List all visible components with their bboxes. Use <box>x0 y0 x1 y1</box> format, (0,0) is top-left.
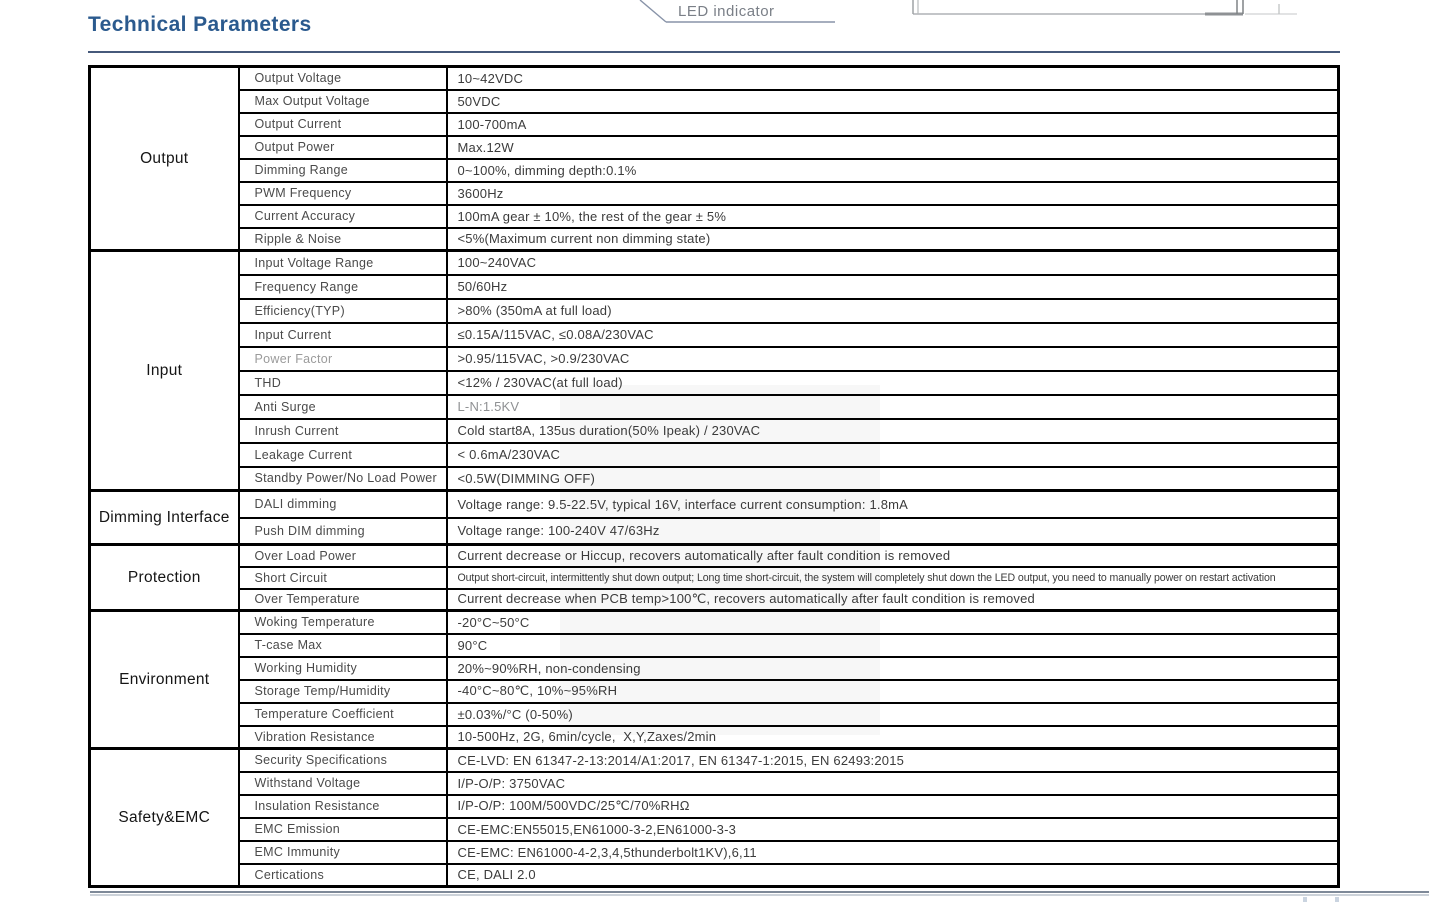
table-row <box>90 491 1339 518</box>
table-row <box>90 467 1339 491</box>
table-row <box>90 205 1339 228</box>
section-label: Output <box>90 67 239 251</box>
table-row <box>90 371 1339 395</box>
param-value: 3600Hz <box>447 182 1339 205</box>
param-label: Output Voltage <box>239 67 447 90</box>
table-row <box>90 419 1339 443</box>
product-outline-drawing <box>905 0 1305 26</box>
param-value: < 0.6mA/230VAC <box>447 443 1339 467</box>
table-row <box>90 228 1339 251</box>
table-row <box>90 749 1339 772</box>
tech-table-body <box>90 67 1339 887</box>
param-value: <5%(Maximum current non dimming state) <box>447 228 1339 251</box>
param-value: <12% / 230VAC(at full load) <box>447 371 1339 395</box>
param-value: CE-LVD: EN 61347-2-13:2014/A1:2017, EN 61347-1:2015, EN 62493:2015 <box>447 749 1339 772</box>
param-value: >80% (350mA at full load) <box>447 299 1339 323</box>
param-label: Working Humidity <box>239 657 447 680</box>
param-label: Dimming Range <box>239 159 447 182</box>
callout-leader-line <box>640 0 666 22</box>
param-label: PWM Frequency <box>239 182 447 205</box>
param-label: EMC Immunity <box>239 841 447 864</box>
param-value: I/P-O/P: 3750VAC <box>447 772 1339 795</box>
table-row <box>90 347 1339 371</box>
param-value: Cold start8A, 135us duration(50% Ipeak) / 230VAC <box>447 419 1339 443</box>
section-label: Input <box>90 251 239 491</box>
param-value: CE, DALI 2.0 <box>447 864 1339 887</box>
param-value: 50/60Hz <box>447 275 1339 299</box>
table-row <box>90 545 1339 567</box>
table-row <box>90 818 1339 841</box>
param-label: Input Voltage Range <box>239 251 447 275</box>
table-row <box>90 841 1339 864</box>
param-value: Current decrease or Hiccup, recovers automatically after fault condition is removed <box>447 545 1339 567</box>
table-row <box>90 159 1339 182</box>
table-row <box>90 275 1339 299</box>
param-label: Storage Temp/Humidity <box>239 680 447 703</box>
param-value: ±0.03%/°C (0-50%) <box>447 703 1339 726</box>
table-row <box>90 395 1339 419</box>
param-label: THD <box>239 371 447 395</box>
param-value: Voltage range: 9.5-22.5V, typical 16V, interface current consumption: 1.8mA <box>447 491 1339 518</box>
table-row <box>90 67 1339 90</box>
param-value: ≤0.15A/115VAC, ≤0.08A/230VAC <box>447 323 1339 347</box>
param-value: 50VDC <box>447 90 1339 113</box>
table-row <box>90 323 1339 347</box>
param-label: Push DIM dimming <box>239 518 447 545</box>
param-label: T-case Max <box>239 634 447 657</box>
param-value: >0.95/115VAC, >0.9/230VAC <box>447 347 1339 371</box>
param-label: Woking Temperature <box>239 611 447 634</box>
footer-cropped-text-mark <box>1303 897 1307 902</box>
param-label: Ripple & Noise <box>239 228 447 251</box>
led-indicator-label: LED indicator <box>678 3 775 20</box>
table-row <box>90 182 1339 205</box>
table-row <box>90 680 1339 703</box>
param-label: Security Specifications <box>239 749 447 772</box>
param-label: Output Power <box>239 136 447 159</box>
param-label: DALI dimming <box>239 491 447 518</box>
table-row <box>90 136 1339 159</box>
param-label: Over Load Power <box>239 545 447 567</box>
table-row <box>90 772 1339 795</box>
param-value: 0~100%, dimming depth:0.1% <box>447 159 1339 182</box>
param-label: Input Current <box>239 323 447 347</box>
param-value: I/P-O/P: 100M/500VDC/25℃/70%RHΩ <box>447 795 1339 818</box>
table-row <box>90 251 1339 275</box>
param-value: 90°C <box>447 634 1339 657</box>
param-value: L-N:1.5KV <box>447 395 1339 419</box>
param-value: Output short-circuit, intermittently shut down output; Long time short-circuit, the system will completely shut down the LED output, you need to manually power on restart activation <box>447 567 1339 589</box>
param-label: Standby Power/No Load Power <box>239 467 447 491</box>
table-row <box>90 90 1339 113</box>
table-row <box>90 657 1339 680</box>
table-row <box>90 113 1339 136</box>
param-label: Short Circuit <box>239 567 447 589</box>
table-row <box>90 864 1339 887</box>
title-rule <box>88 51 1340 53</box>
page-title: Technical Parameters <box>88 13 312 36</box>
param-label: Vibration Resistance <box>239 726 447 749</box>
section-label: Environment <box>90 611 239 749</box>
param-label: Power Factor <box>239 347 447 371</box>
param-value: 10~42VDC <box>447 67 1339 90</box>
param-label: Current Accuracy <box>239 205 447 228</box>
technical-parameters-table <box>88 65 1340 888</box>
param-label: Inrush Current <box>239 419 447 443</box>
param-value: CE-EMC:EN55015,EN61000-3-2,EN61000-3-3 <box>447 818 1339 841</box>
table-row <box>90 726 1339 749</box>
footer-rule <box>90 891 1429 896</box>
param-label: Frequency Range <box>239 275 447 299</box>
table-row <box>90 703 1339 726</box>
param-label: Insulation Resistance <box>239 795 447 818</box>
table-row <box>90 795 1339 818</box>
table-row <box>90 589 1339 611</box>
param-value: 100-700mA <box>447 113 1339 136</box>
table-row <box>90 611 1339 634</box>
param-value: Max.12W <box>447 136 1339 159</box>
param-value: Voltage range: 100-240V 47/63Hz <box>447 518 1339 545</box>
table-row <box>90 518 1339 545</box>
param-label: Efficiency(TYP) <box>239 299 447 323</box>
param-value: <0.5W(DIMMING OFF) <box>447 467 1339 491</box>
section-label: Safety&EMC <box>90 749 239 887</box>
param-label: Leakage Current <box>239 443 447 467</box>
table-row <box>90 634 1339 657</box>
footer-cropped-text-mark <box>1335 897 1339 902</box>
param-value: CE-EMC: EN61000-4-2,3,4,5thunderbolt1KV),6,11 <box>447 841 1339 864</box>
param-label: Anti Surge <box>239 395 447 419</box>
table-row <box>90 567 1339 589</box>
table-row <box>90 299 1339 323</box>
param-value: -20°C~50°C <box>447 611 1339 634</box>
param-value: Current decrease when PCB temp>100℃, recovers automatically after fault condition is removed <box>447 589 1339 611</box>
table-row <box>90 443 1339 467</box>
param-label: Withstand Voltage <box>239 772 447 795</box>
led-indicator-callout <box>633 0 848 30</box>
param-value: -40°C~80℃, 10%~95%RH <box>447 680 1339 703</box>
param-value: 20%~90%RH, non-condensing <box>447 657 1339 680</box>
param-label: EMC Emission <box>239 818 447 841</box>
param-label: Temperature Coefficient <box>239 703 447 726</box>
param-label: Output Current <box>239 113 447 136</box>
param-label: Certications <box>239 864 447 887</box>
param-value: 100~240VAC <box>447 251 1339 275</box>
param-label: Over Temperature <box>239 589 447 611</box>
section-label: Protection <box>90 545 239 611</box>
section-label: Dimming Interface <box>90 491 239 545</box>
param-value: 10-500Hz, 2G, 6min/cycle, X,Y,Zaxes/2min <box>447 726 1339 749</box>
param-value: 100mA gear ± 10%, the rest of the gear ± 5% <box>447 205 1339 228</box>
param-label: Max Output Voltage <box>239 90 447 113</box>
